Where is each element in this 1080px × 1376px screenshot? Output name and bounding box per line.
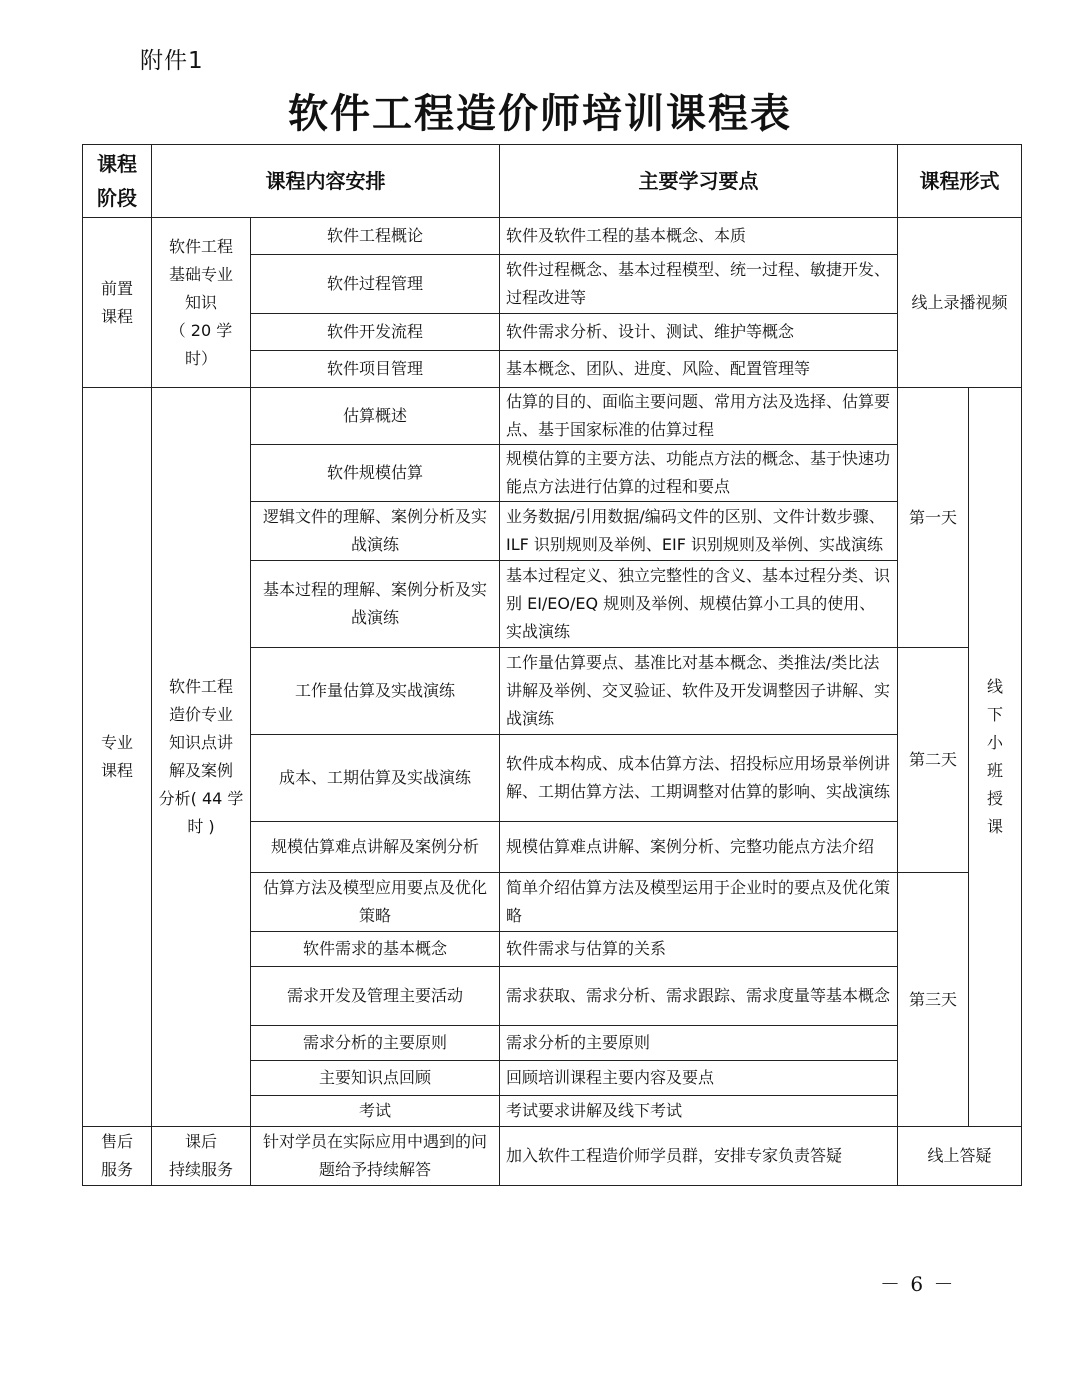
topic-cell: 规模估算难点讲解及案例分析 [251,822,500,873]
page-number: － 6 － [880,1272,956,1296]
stage-pro-line2: 课程 [100,761,133,780]
header-key-points: 主要学习要点 [500,145,898,218]
form-pro-char: 线 [986,677,1003,696]
module-pro-line2: 造价专业 [168,705,233,724]
points-cell: 考试要求讲解及线下考试 [500,1096,898,1127]
stage-pro-line1: 专业 [100,733,133,752]
module-pro-line6: 时 ) [187,817,215,836]
topic-cell: 软件开发流程 [251,314,500,351]
topic-cell: 估算概述 [251,388,500,445]
stage-pro [83,388,152,1127]
form-after: 线上答疑 [898,1127,1022,1186]
points-cell: 回顾培训课程主要内容及要点 [500,1061,898,1096]
points-cell: 需求获取、需求分析、需求跟踪、需求度量等基本概念 [500,967,898,1026]
topic-cell: 软件工程概论 [251,218,500,255]
header-stage [83,145,152,218]
module-after-line1: 课后 [184,1132,217,1151]
module-pro-line1: 软件工程 [168,677,233,696]
stage-after [83,1127,152,1186]
points-cell: 基本过程定义、独立完整性的含义、基本过程分类、识别 EI/EO/EQ 规则及举例、规模估算小工具的使用、实战演练 [500,561,898,648]
stage-after-line1: 售后 [100,1132,133,1151]
table-row [83,388,1022,445]
topic-cell: 需求分析的主要原则 [251,1026,500,1061]
module-pre-line1: 软件工程 [168,236,233,256]
module-after [152,1127,251,1186]
points-cell: 软件过程概念、基本过程模型、统一过程、敏捷开发、过程改进等 [500,255,898,314]
stage-pre-line2: 课程 [100,306,133,326]
module-pre-line2: 基础专业 [168,264,233,284]
points-cell: 规模估算难点讲解、案例分析、完整功能点方法介绍 [500,822,898,873]
stage-pre-line1: 前置 [100,278,133,298]
day-3: 第三天 [898,873,969,1127]
module-pre-line4: （ 20 学时） [169,320,233,368]
header-stage-line2: 阶段 [97,186,137,210]
stage-pre [83,218,152,388]
header-content: 课程内容安排 [152,145,500,218]
points-cell: 估算的目的、面临主要问题、常用方法及选择、估算要点、基于国家标准的估算过程 [500,388,898,445]
module-pre [152,218,251,388]
module-pre-line3: 知识 [184,292,217,312]
course-schedule-table [82,144,1022,1186]
points-cell: 简单介绍估算方法及模型运用于企业时的要点及优化策略 [500,873,898,932]
points-cell: 软件需求分析、设计、测试、维护等概念 [500,314,898,351]
table-row [83,1127,1022,1186]
topic-cell: 成本、工期估算及实战演练 [251,735,500,822]
topic-cell: 工作量估算及实战演练 [251,648,500,735]
points-cell: 加入软件工程造价师学员群，安排专家负责答疑 [500,1127,898,1186]
topic-cell: 软件规模估算 [251,445,500,502]
topic-cell: 需求开发及管理主要活动 [251,967,500,1026]
module-after-line2: 持续服务 [168,1160,233,1179]
stage-after-line2: 服务 [100,1160,133,1179]
points-cell: 软件成本构成、成本估算方法、招投标应用场景举例讲解、工期估算方法、工期调整对估算的影响、实战演练 [500,735,898,822]
form-pro-char: 班 [986,761,1003,780]
form-pro [969,388,1022,1127]
topic-cell: 基本过程的理解、案例分析及实战演练 [251,561,500,648]
header-row [83,145,1022,218]
points-cell: 软件需求与估算的关系 [500,932,898,967]
points-cell: 业务数据/引用数据/编码文件的区别、文件计数步骤、ILF 识别规则及举例、EIF 识别规则及举例、实战演练 [500,502,898,561]
topic-cell: 逻辑文件的理解、案例分析及实战演练 [251,502,500,561]
form-pro-char: 小 [986,733,1003,752]
topic-cell: 考试 [251,1096,500,1127]
attachment-label: 附件1 [140,48,204,74]
topic-cell: 软件需求的基本概念 [251,932,500,967]
points-cell: 规模估算的主要方法、功能点方法的概念、基于快速功能点方法进行估算的过程和要点 [500,445,898,502]
day-1: 第一天 [898,388,969,648]
topic-cell: 软件过程管理 [251,255,500,314]
topic-cell: 针对学员在实际应用中遇到的问题给予持续解答 [251,1127,500,1186]
module-pro-line4: 解及案例 [168,761,233,780]
points-cell: 软件及软件工程的基本概念、本质 [500,218,898,255]
topic-cell: 软件项目管理 [251,351,500,388]
points-cell: 基本概念、团队、进度、风险、配置管理等 [500,351,898,388]
topic-cell: 估算方法及模型应用要点及优化策略 [251,873,500,932]
module-pro-line5: 分析( 44 学 [158,789,244,808]
form-pro-char: 课 [986,817,1003,836]
points-cell: 需求分析的主要原则 [500,1026,898,1061]
module-pro [152,388,251,1127]
module-pro-line3: 知识点讲 [168,733,233,752]
form-pre: 线上录播视频 [898,218,1022,388]
day-2: 第二天 [898,648,969,873]
header-form: 课程形式 [898,145,1022,218]
form-pro-char: 下 [986,705,1003,724]
form-pro-char: 授 [986,789,1003,808]
document-title: 软件工程造价师培训课程表 [288,90,792,137]
header-stage-line1: 课程 [97,152,137,176]
table-row [83,218,1022,255]
topic-cell: 主要知识点回顾 [251,1061,500,1096]
points-cell: 工作量估算要点、基准比对基本概念、类推法/类比法讲解及举例、交叉验证、软件及开发调整因子讲解、实战演练 [500,648,898,735]
